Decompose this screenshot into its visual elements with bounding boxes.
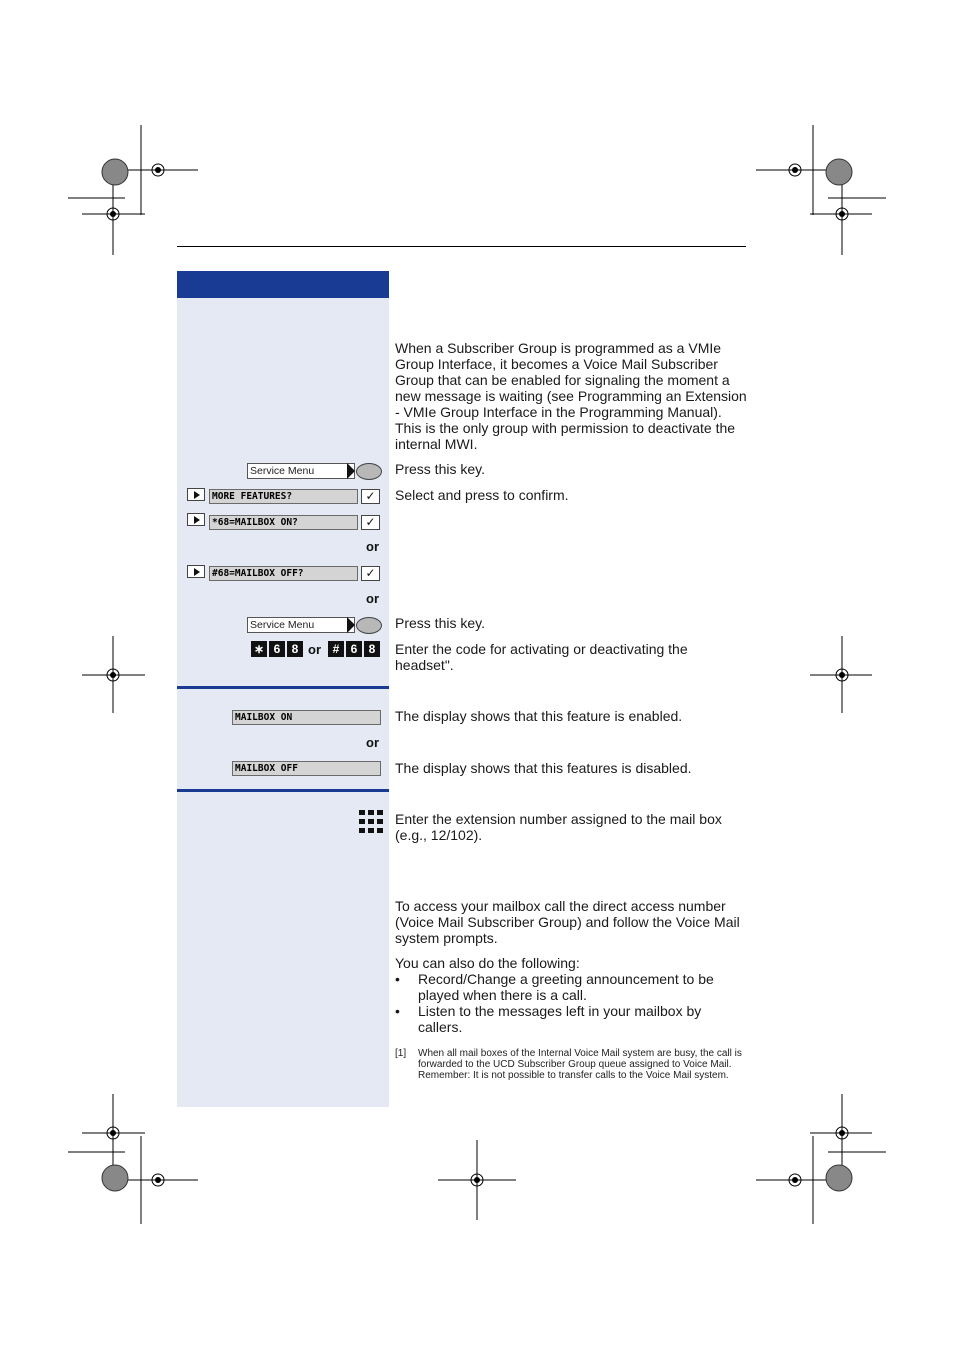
step-enter-code: Enter the code for activating or deactivating the headset". xyxy=(395,641,688,673)
digit-6-key[interactable]: 6 xyxy=(269,641,285,657)
list-item: • Listen to the messages left in your mailbox by callers. xyxy=(395,1003,747,1035)
digit-6-key[interactable]: 6 xyxy=(346,641,362,657)
service-menu-button[interactable]: Service Menu xyxy=(247,617,355,633)
section-rule xyxy=(177,686,389,689)
footnote-line-1: When all mail boxes of the Internal Voice Mail system are busy, the call is forwarded to the UCD Subscriber Group queue assigned to Voice Mail. xyxy=(418,1048,742,1070)
step-sidebar xyxy=(177,271,389,1107)
also-intro: You can also do the following: xyxy=(395,955,580,971)
or-label: or xyxy=(366,539,379,554)
step-shows-enabled: The display shows that this feature is enabled. xyxy=(395,708,683,724)
keypad-icon[interactable] xyxy=(359,810,383,834)
scroll-arrow-icon[interactable] xyxy=(187,488,205,501)
also-list xyxy=(395,971,747,1035)
list-item: • Record/Change a greeting announcement to be played when there is a call. xyxy=(395,971,747,1003)
service-menu-key-icon[interactable] xyxy=(356,463,382,480)
confirm-check-icon[interactable]: ✓ xyxy=(361,566,380,581)
also-section xyxy=(395,955,747,1035)
confirm-check-icon[interactable]: ✓ xyxy=(361,515,380,530)
display-more-features: MORE FEATURES? xyxy=(209,489,358,504)
step-enter-extension: Enter the extension number assigned to the mail box (e.g., 12/102). xyxy=(395,811,722,843)
or-label: or xyxy=(366,591,379,606)
step-select-confirm: Select and press to confirm. xyxy=(395,487,569,503)
display-mailbox-off: MAILBOX OFF xyxy=(232,761,381,776)
section-rule xyxy=(177,789,389,792)
intro-paragraph: When a Subscriber Group is programmed as a VMIe Group Interface, it becomes a Voice Mail Subscriber Group that can be enabled for signaling the moment a new message is waiting (see Programming an Extension - VMIe Group Interface in the Programming Manual). This is the only group with permission to deactivate the internal MWI. xyxy=(395,340,747,452)
step-press-key-2: Press this key. xyxy=(395,615,485,631)
hash-key[interactable]: # xyxy=(328,641,344,657)
access-paragraph: To access your mailbox call the direct access number (Voice Mail Subscriber Group) and follow the Voice Mail system prompts. xyxy=(395,898,740,946)
digit-8-key[interactable]: 8 xyxy=(364,641,380,657)
footnote-line-2: Remember: It is not possible to transfer calls to the Voice Mail system. xyxy=(418,1070,729,1081)
header-rule xyxy=(177,246,746,247)
display-mailbox-on: MAILBOX ON xyxy=(232,710,381,725)
or-label: or xyxy=(366,735,379,750)
service-menu-key-icon[interactable] xyxy=(356,617,382,634)
or-label: or xyxy=(308,642,321,657)
service-menu-button[interactable]: Service Menu xyxy=(247,463,355,479)
scroll-arrow-icon[interactable] xyxy=(187,513,205,526)
step-press-key-1: Press this key. xyxy=(395,461,485,477)
scroll-arrow-icon[interactable] xyxy=(187,565,205,578)
footnote xyxy=(395,1048,747,1081)
footnote-number: [1] xyxy=(395,1048,407,1059)
star-key[interactable]: ∗ xyxy=(251,641,267,657)
step-shows-disabled: The display shows that this features is disabled. xyxy=(395,760,692,776)
confirm-check-icon[interactable]: ✓ xyxy=(361,489,380,504)
sidebar-header-bar xyxy=(177,271,389,298)
digit-8-key[interactable]: 8 xyxy=(287,641,303,657)
display-mailbox-on-query: *68=MAILBOX ON? xyxy=(209,515,358,530)
display-mailbox-off-query: #68=MAILBOX OFF? xyxy=(209,566,358,581)
